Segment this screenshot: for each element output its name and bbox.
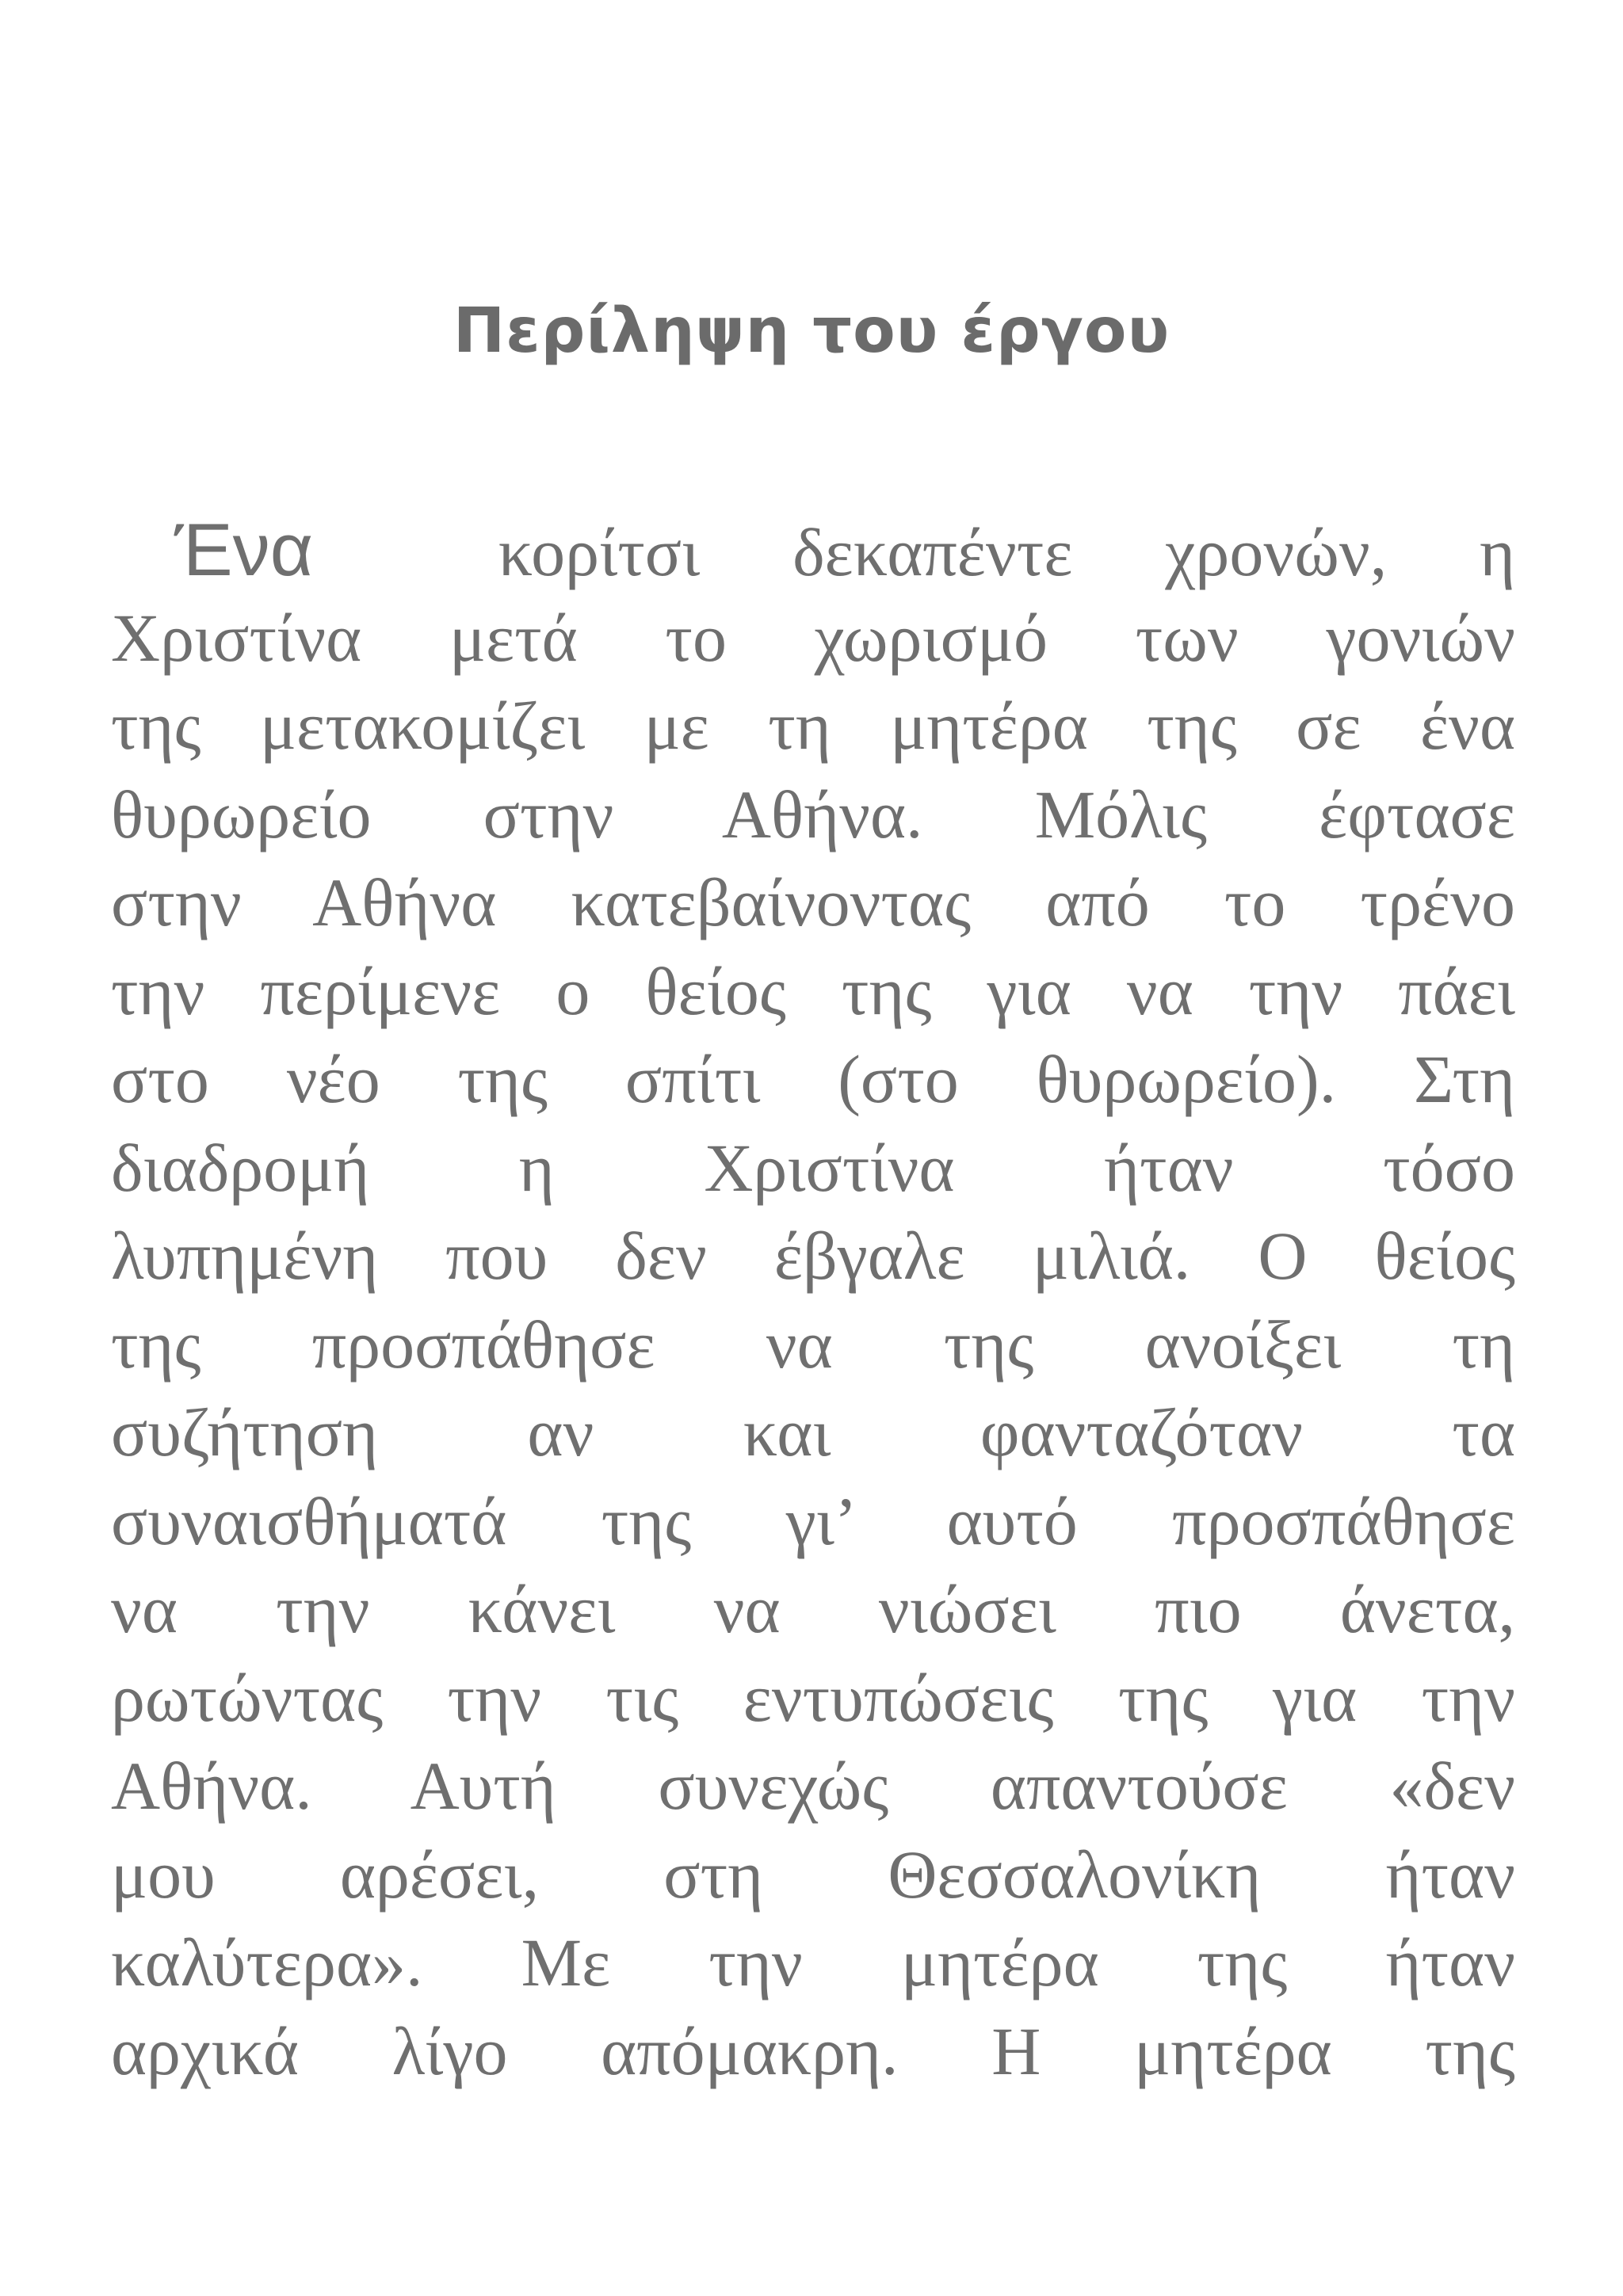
paragraph-line: της μετακομίζει με τη μητέρα της σε ένα xyxy=(111,688,1515,764)
paragraph-line: Χριστίνα μετά το χωρισμό των γονιών xyxy=(111,599,1515,676)
paragraph-line: ρωτώντας την τις εντυπώσεις της για την xyxy=(111,1659,1515,1736)
line-text: κορίτσι δεκαπέντε χρονών, η xyxy=(498,514,1516,590)
paragraph-line: στο νέο της σπίτι (στο θυρωρείο). Στη xyxy=(111,1041,1515,1117)
paragraph-line: στην Αθήνα κατεβαίνοντας από το τρένο xyxy=(111,864,1515,940)
summary-paragraph xyxy=(111,505,1515,2096)
drop-word: Ένα xyxy=(174,508,314,591)
paragraph-line: την περίμενε ο θείος της για να την πάει xyxy=(111,952,1515,1029)
paragraph-line: αρχικά λίγο απόμακρη. Η μητέρα της xyxy=(111,2012,1515,2089)
page-title: Περίληψη του έργου xyxy=(453,296,1170,367)
paragraph-line xyxy=(111,505,1515,594)
paragraph-line: συζήτηση αν και φανταζόταν τα xyxy=(111,1394,1515,1470)
paragraph-line: συναισθήματά της γι’ αυτό προσπάθησε xyxy=(111,1482,1515,1559)
paragraph-line: να την κάνει να νιώσει πιο άνετα, xyxy=(111,1571,1515,1647)
paragraph-line: της προσπάθησε να της ανοίξει τη xyxy=(111,1306,1515,1383)
paragraph-line: Αθήνα. Αυτή συνεχώς απαντούσε «δεν xyxy=(111,1748,1515,1824)
paragraph-line: λυπημένη που δεν έβγαλε μιλιά. Ο θείος xyxy=(111,1218,1515,1294)
paragraph-line: θυρωρείο στην Αθήνα. Μόλις έφτασε xyxy=(111,776,1515,852)
paragraph-line: διαδρομή η Χριστίνα ήταν τόσο xyxy=(111,1129,1515,1206)
paragraph-line: μου αρέσει, στη Θεσσαλονίκη ήταν xyxy=(111,1836,1515,1913)
paragraph-line: καλύτερα». Με την μητέρα της ήταν xyxy=(111,1924,1515,2000)
